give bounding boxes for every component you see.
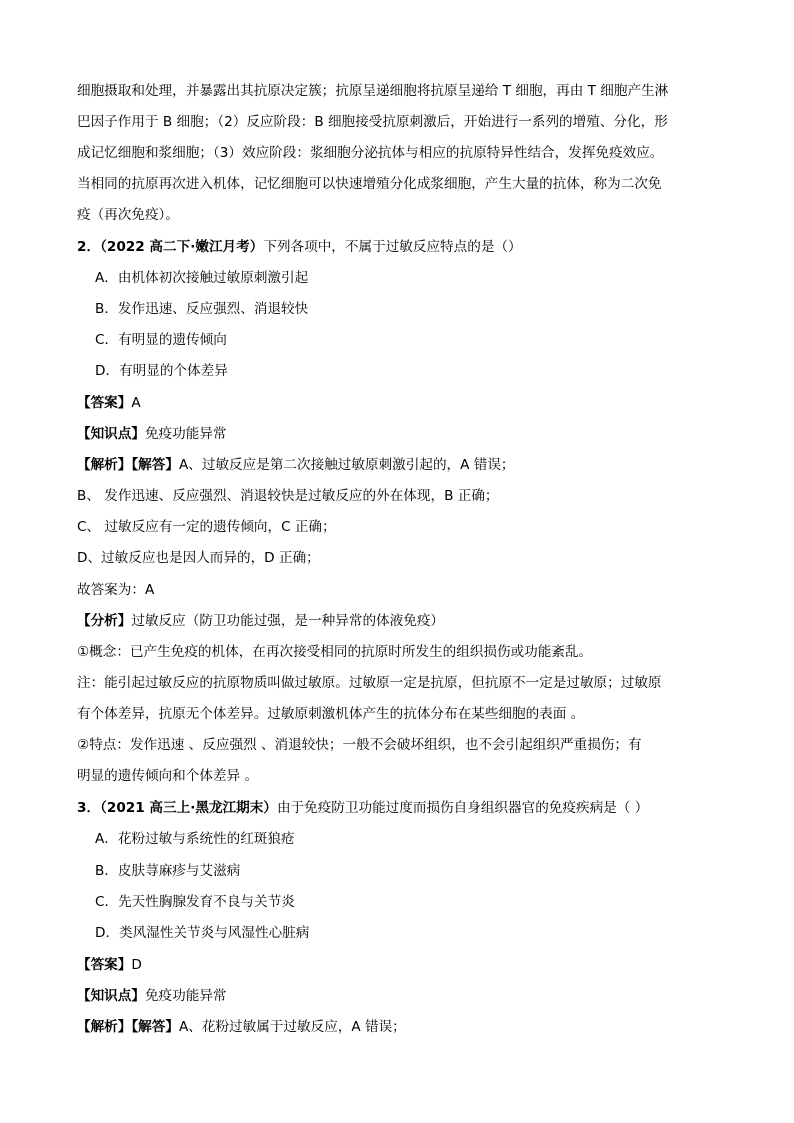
- question-source: （2021 高三上·黑龙江期末）: [100, 800, 277, 816]
- paragraph-line: 细胞摄取和处理，并暴露出其抗原决定簇；抗原呈递细胞将抗原呈递给 T 细胞，再由 T 细胞产生淋: [77, 83, 669, 99]
- question-source: （2022 高二下·嫩江月考）: [100, 239, 264, 255]
- option-a: A．由机体初次接触过敏原刺激引起: [95, 270, 309, 286]
- knowledge-point-label: 【知识点】: [77, 426, 145, 442]
- option-d: D．类风湿性关节炎与风湿性心脏病: [95, 925, 310, 941]
- analysis-line: C、 过敏反应有一定的遗传倾向，C 正确；: [77, 519, 336, 535]
- analysis-line: [77, 1017, 406, 1037]
- analysis-label: 【解析】【解答】: [77, 457, 179, 473]
- option-b: B．皮肤荨麻疹与艾滋病: [95, 863, 241, 879]
- knowledge-point-value: 免疫功能异常: [144, 426, 227, 442]
- question-stem: 由于免疫防卫功能过度而损伤自身组织器官的免疫疾病是（ ）: [276, 800, 649, 816]
- fenxi-label: 【分析】: [77, 613, 132, 629]
- knowledge-point-value: 免疫功能异常: [144, 988, 227, 1004]
- question-2-header: [77, 237, 522, 257]
- fenxi-text: 过敏反应（防卫功能过强，是一种异常的体液免疫）: [131, 613, 445, 629]
- concept-line: ①概念：已产生免疫的机体，在再次接受相同的抗原时所发生的组织损伤或功能紊乱。: [77, 644, 593, 660]
- option-c: C．先天性胸腺发育不良与关节炎: [95, 894, 295, 910]
- analysis-text: A、花粉过敏属于过敏反应，A 错误；: [178, 1019, 406, 1035]
- option-b: B．发作迅速、反应强烈、消退较快: [95, 301, 309, 317]
- paragraph-line: 成记忆细胞和浆细胞；（3）效应阶段：浆细胞分泌抗体与相应的抗原特异性结合，发挥免疫效应。: [77, 145, 664, 161]
- question-number: 2．: [77, 239, 101, 255]
- analysis-line: [77, 455, 515, 475]
- analysis-line: B、 发作迅速、反应强烈、消退较快是过敏反应的外在体现，B 正确；: [77, 488, 499, 504]
- feature-line: 明显的遗传倾向和个体差异 。: [77, 768, 259, 784]
- answer-value: A: [131, 395, 141, 411]
- paragraph-line: 巴因子作用于 B 细胞；（2）反应阶段：B 细胞接受抗原刺激后，开始进行一系列的增殖、分化，形: [77, 114, 668, 130]
- answer-line: [77, 393, 141, 413]
- fenxi-line: [77, 611, 444, 631]
- knowledge-point-line: [77, 424, 227, 444]
- answer-label: 【答案】: [77, 395, 132, 411]
- question-number: 3．: [77, 800, 101, 816]
- analysis-line: D、过敏反应也是因人而异的，D 正确；: [77, 550, 320, 566]
- answer-label: 【答案】: [77, 957, 132, 973]
- analysis-text: A、过敏反应是第二次接触过敏原刺激引起的，A 错误；: [178, 457, 515, 473]
- knowledge-point-label: 【知识点】: [77, 988, 145, 1004]
- note-line: 注：能引起过敏反应的抗原物质叫做过敏原。过敏原一定是抗原，但抗原不一定是过敏原；过敏原: [77, 675, 662, 691]
- analysis-label: 【解析】【解答】: [77, 1019, 179, 1035]
- knowledge-point-line: [77, 986, 227, 1006]
- answer-line: [77, 955, 142, 975]
- answer-value: D: [131, 957, 142, 973]
- option-d: D．有明显的个体差异: [95, 363, 228, 379]
- paragraph-line: 当相同的抗原再次进入机体，记忆细胞可以快速增殖分化成浆细胞，产生大量的抗体，称为二次免: [77, 176, 662, 192]
- note-line: 有个体差异，抗原无个体差异。过敏原刺激机体产生的抗体分布在某些细胞的表面 。: [77, 706, 585, 722]
- conclusion-line: 故答案为：A: [77, 582, 155, 598]
- paragraph-line: 疫（再次免疫）。: [77, 207, 179, 223]
- question-stem: 下列各项中，不属于过敏反应特点的是（）: [263, 239, 522, 255]
- question-3-header: [77, 798, 648, 818]
- feature-line: ②特点：发作迅速 、反应强烈 、消退较快；一般不会破坏组织，也不会引起组织严重损伤；有: [77, 737, 642, 753]
- option-a: A．花粉过敏与系统性的红斑狼疮: [95, 831, 295, 847]
- option-c: C．有明显的遗传倾向: [95, 332, 227, 348]
